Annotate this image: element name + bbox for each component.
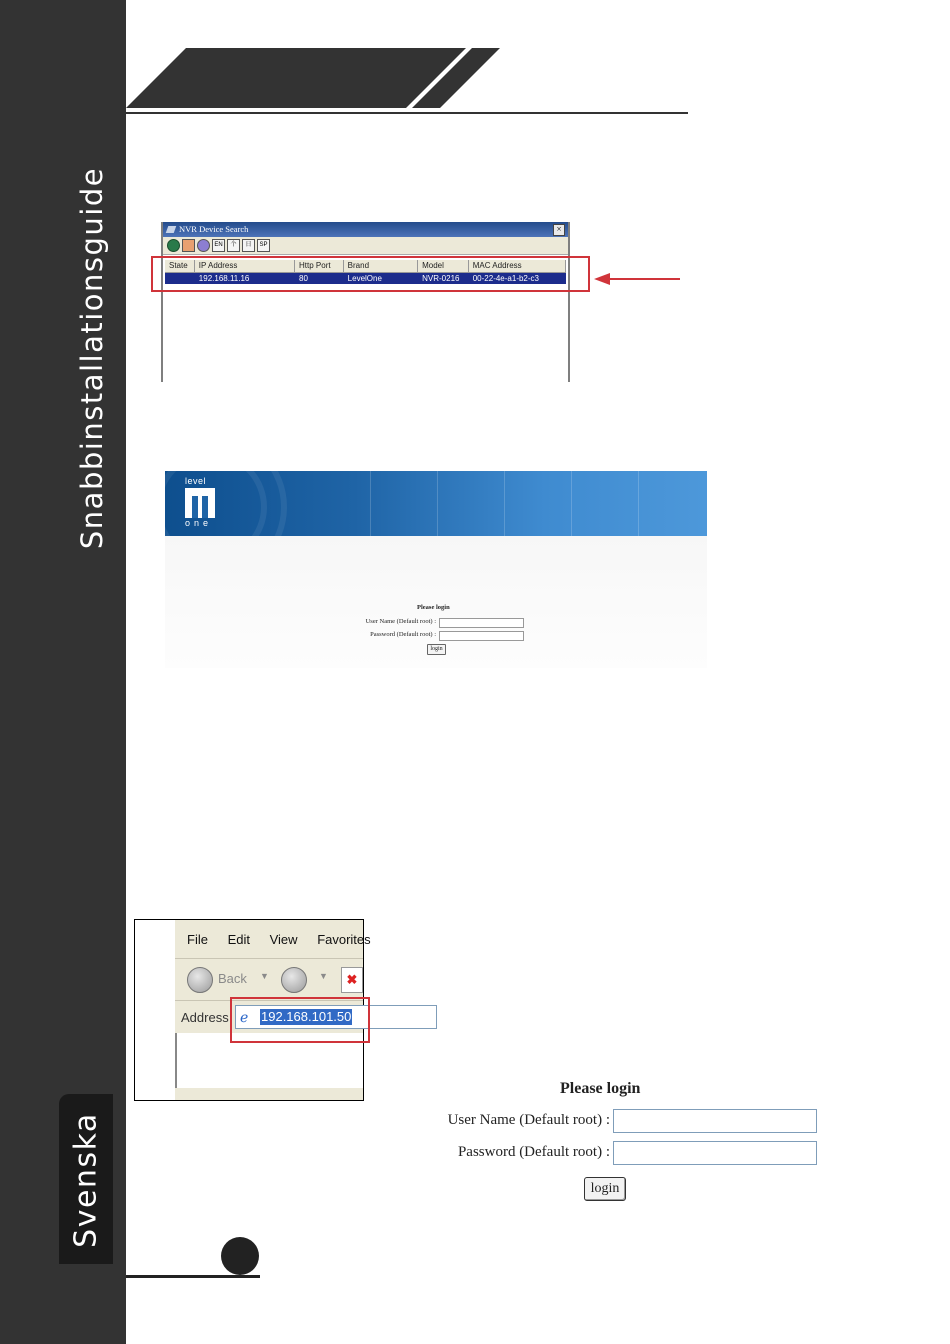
password-input[interactable] — [439, 631, 524, 641]
password-label: Password (Default root) : — [457, 1144, 610, 1160]
ie-page-icon: ℯ — [240, 1009, 249, 1025]
username-label: User Name (Default root) : — [447, 1112, 610, 1128]
language-en-button[interactable]: EN — [212, 239, 225, 252]
nvr-toolbar — [163, 237, 568, 255]
language-zh-button[interactable]: 个 — [227, 239, 240, 252]
refresh-icon[interactable] — [167, 239, 180, 252]
column-header[interactable]: IP Address — [195, 260, 295, 272]
cell-mac: 00-22-4e-a1-b2-c3 — [472, 274, 539, 283]
menu-edit[interactable]: Edit — [227, 932, 250, 947]
login-title: Please login — [560, 1080, 641, 1097]
password-label: Password (Default root) : — [370, 631, 436, 638]
app-icon — [166, 226, 177, 233]
login-button[interactable]: login — [584, 1177, 626, 1201]
arrow-left-icon — [594, 272, 680, 286]
menu-file[interactable]: File — [187, 932, 208, 947]
username-input[interactable] — [439, 618, 524, 628]
menu-view[interactable]: View — [269, 932, 298, 947]
language-jp-button[interactable]: 日 — [242, 239, 255, 252]
back-arrow-icon[interactable] — [187, 967, 213, 993]
address-label: Address — [181, 1010, 229, 1025]
back-button[interactable]: Back — [218, 971, 247, 986]
large-login-form — [420, 1078, 840, 1208]
browser-toolbar — [175, 958, 363, 999]
column-header[interactable]: Model — [418, 260, 469, 272]
forward-arrow-icon[interactable] — [281, 967, 307, 993]
language-sp-button[interactable]: SP — [257, 239, 270, 252]
chevron-down-icon[interactable]: ▼ — [319, 971, 328, 981]
login-button[interactable]: login — [427, 644, 446, 655]
address-highlight-box — [230, 997, 370, 1043]
column-header[interactable]: Http Port — [295, 260, 344, 272]
footer-rule — [126, 1275, 260, 1278]
username-label: User Name (Default root) : — [365, 618, 436, 625]
column-header[interactable]: Brand — [344, 260, 418, 272]
column-header[interactable]: State — [165, 260, 195, 272]
stop-icon[interactable]: ✖ — [341, 967, 363, 993]
nvr-title-bar — [163, 222, 568, 237]
password-input[interactable] — [613, 1141, 817, 1165]
section-title: Snabbinstallationsguide — [75, 166, 109, 550]
info-icon[interactable] — [197, 239, 210, 252]
lock-icon[interactable] — [182, 239, 195, 252]
language-label: Svenska — [68, 1112, 104, 1248]
login-banner — [165, 471, 707, 536]
highlight-box — [151, 256, 590, 292]
menu-bar — [187, 932, 387, 947]
chevron-down-icon[interactable]: ▼ — [260, 971, 269, 981]
column-header[interactable]: MAC Address — [469, 260, 566, 272]
page-number-marker — [221, 1237, 259, 1275]
nvr-window-title: NVR Device Search — [179, 224, 249, 234]
login-title: Please login — [417, 604, 450, 611]
nvr-device-search-window — [161, 222, 570, 382]
cell-brand: LevelOne — [347, 274, 382, 283]
username-input[interactable] — [613, 1109, 817, 1133]
address-value: 192.168.101.50 — [261, 1009, 352, 1024]
cell-port: 80 — [299, 274, 308, 283]
levelone-logo: level one — [185, 477, 221, 529]
header-decoration — [126, 40, 696, 120]
cell-model: NVR-0216 — [422, 274, 460, 283]
close-button[interactable]: × — [553, 224, 565, 236]
cell-ip: 192.168.11.16 — [198, 274, 250, 283]
menu-favorites[interactable]: Favorites — [317, 932, 371, 947]
